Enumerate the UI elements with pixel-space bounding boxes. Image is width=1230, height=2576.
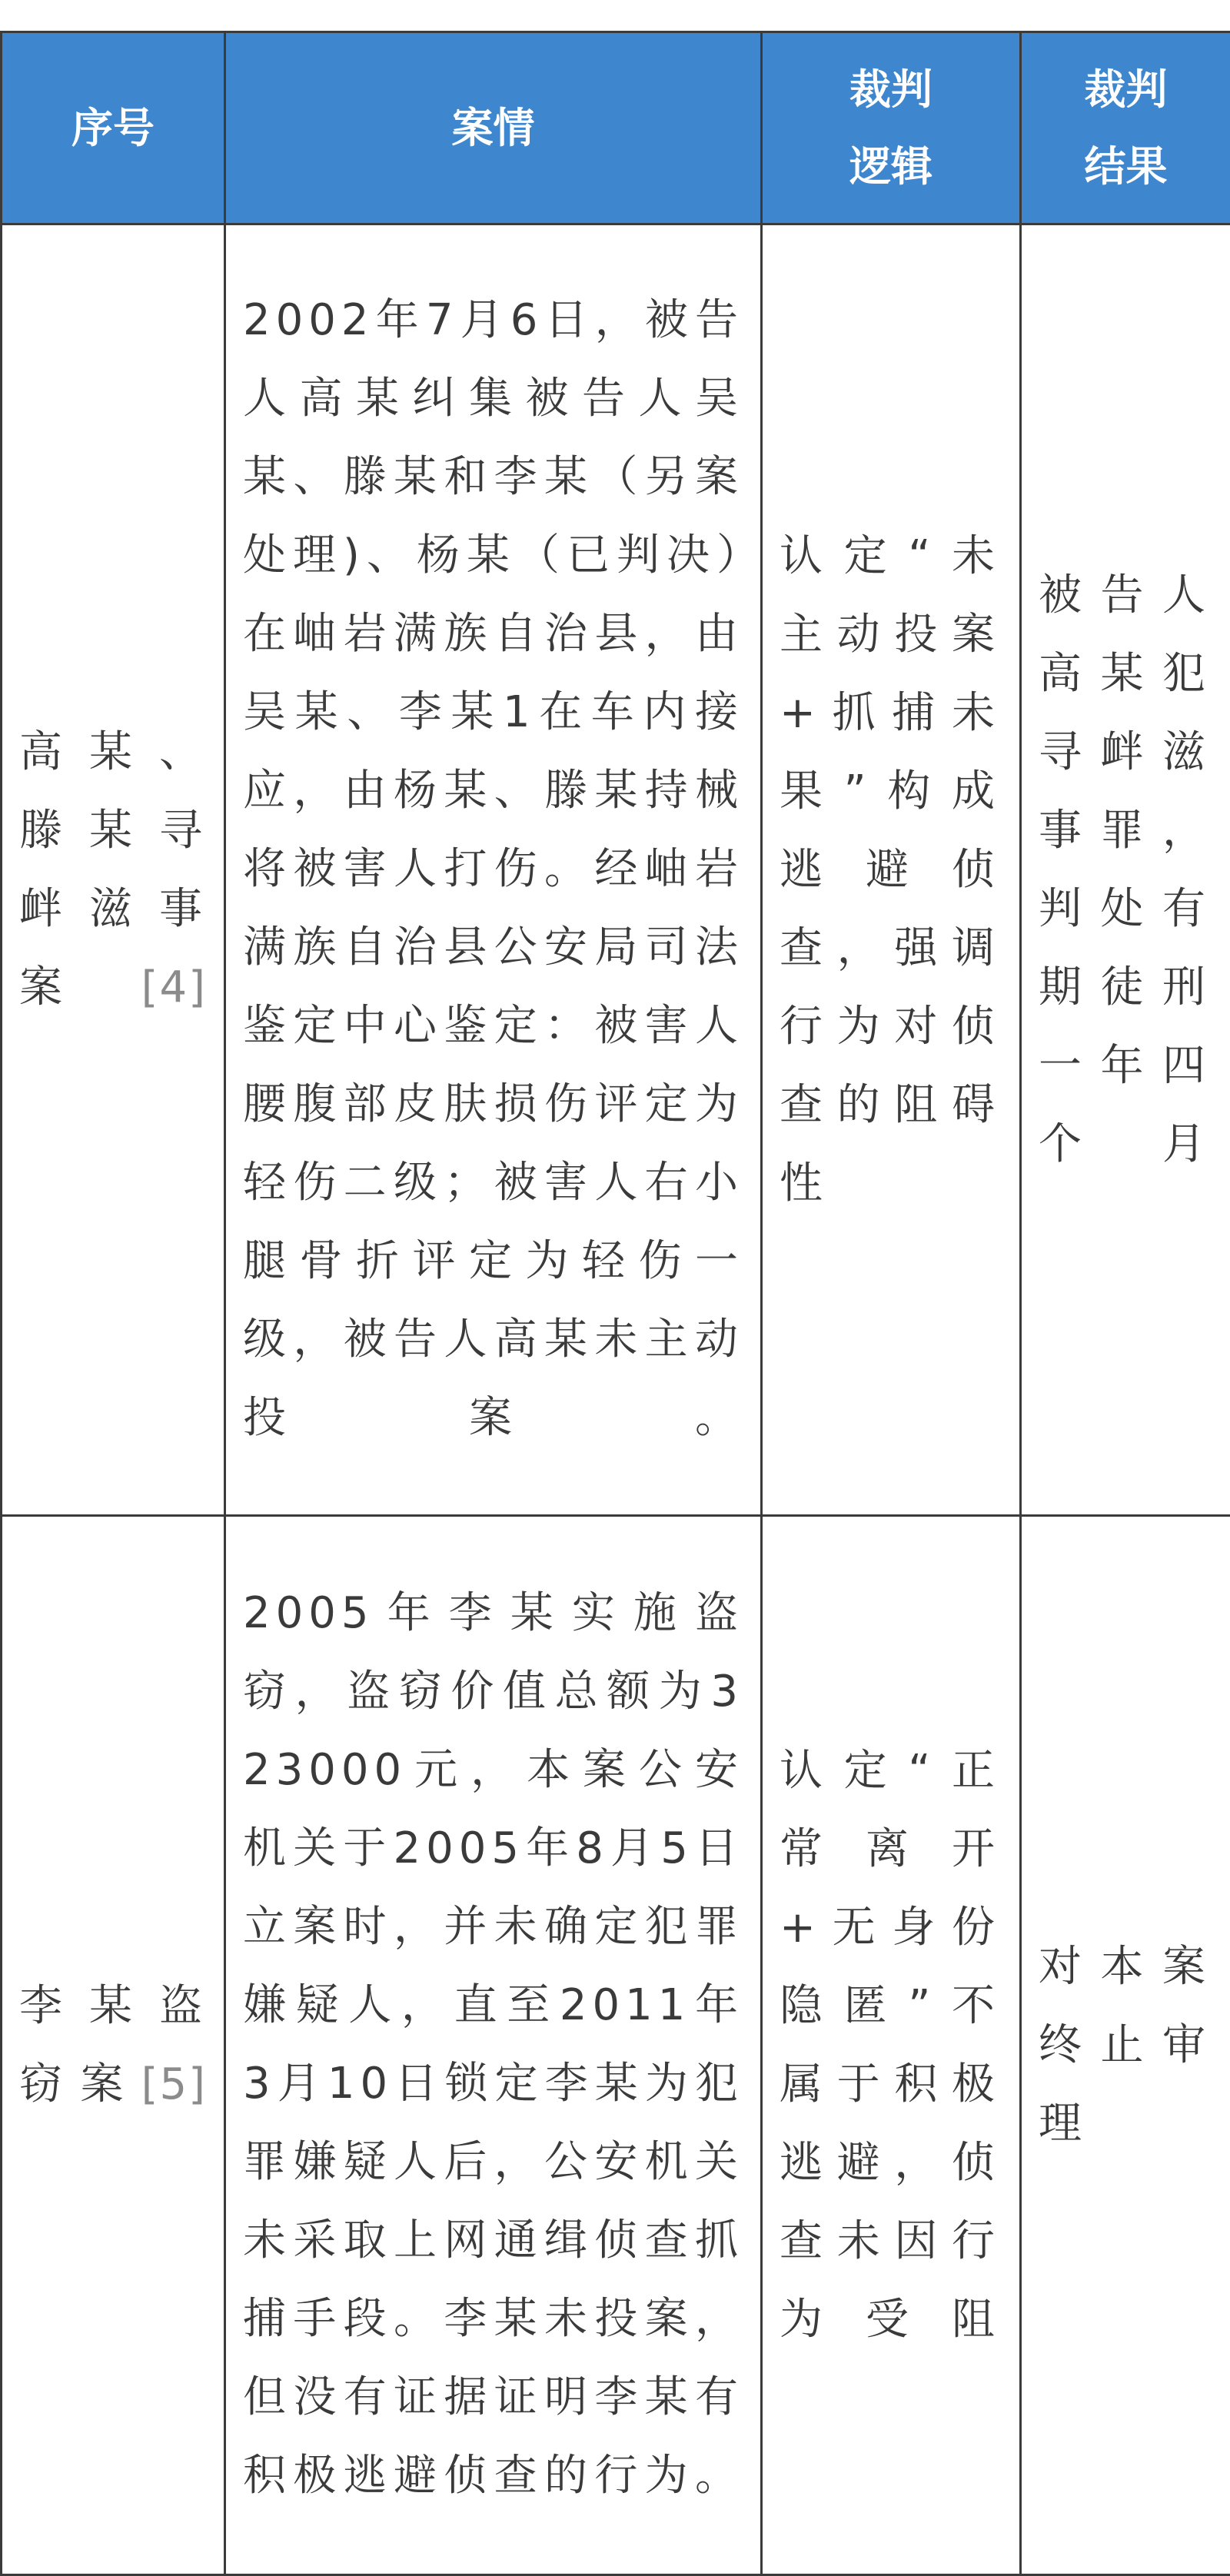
table-row: [2, 224, 1230, 1516]
case-detail-cell: 2005年李某实施盗窃，盗窃价值总额为323000元，本案公安机关于2005年8月5日立案时，并未确定犯罪嫌疑人，直至2011年3月10日锁定李某为犯罪嫌疑人后，公安机关未采取上网通缉侦查抓捕手段。李某未投案，但没有证据证明李某有积极逃避侦查的行为。: [225, 1516, 762, 2575]
citation-ref: [4]: [141, 962, 207, 1012]
header-case: 案情: [225, 32, 762, 224]
case-name-cell: [2, 224, 225, 1516]
table-header-row: [2, 32, 1230, 224]
header-reasoning-line1: 裁判: [775, 52, 1007, 128]
reasoning-cell: 认定“正常离开+无身份隐匿”不属于积极逃避，侦查未因行为受阻: [762, 1516, 1021, 2575]
case-name: 李某盗窃案: [19, 1981, 207, 2109]
header-result: [1021, 32, 1230, 224]
citation-ref: [5]: [141, 2059, 207, 2109]
result-cell: 对本案终止审理: [1021, 1516, 1230, 2575]
header-serial: 序号: [2, 32, 225, 224]
case-name: 高某、滕某寻衅滋事案: [19, 727, 207, 1012]
header-reasoning-line2: 逻辑: [775, 128, 1007, 205]
table-row: [2, 1516, 1230, 2575]
case-name-cell: [2, 1516, 225, 2575]
case-detail-cell: 2002年7月6日，被告人高某纠集被告人吴某、滕某和李某（另案处理)、杨某（已判决）在岫岩满族自治县，由吴某、李某1在车内接应，由杨某、滕某持械将被害人打伤。经岫岩满族自治县公安局司法鉴定中心鉴定：被害人腰腹部皮肤损伤评定为轻伤二级；被害人右小腿骨折评定为轻伤一级，被告人高某未主动投案。: [225, 224, 762, 1516]
header-result-line1: 裁判: [1034, 52, 1218, 128]
result-cell: 被告人高某犯寻衅滋事罪，判处有期徒刑一年四个月: [1021, 224, 1230, 1516]
header-reasoning: [762, 32, 1021, 224]
header-result-line2: 结果: [1034, 128, 1218, 205]
reasoning-cell: 认定“未主动投案+抓捕未果”构成逃避侦查，强调行为对侦查的阻碍性: [762, 224, 1021, 1516]
case-comparison-table: [0, 31, 1230, 2576]
